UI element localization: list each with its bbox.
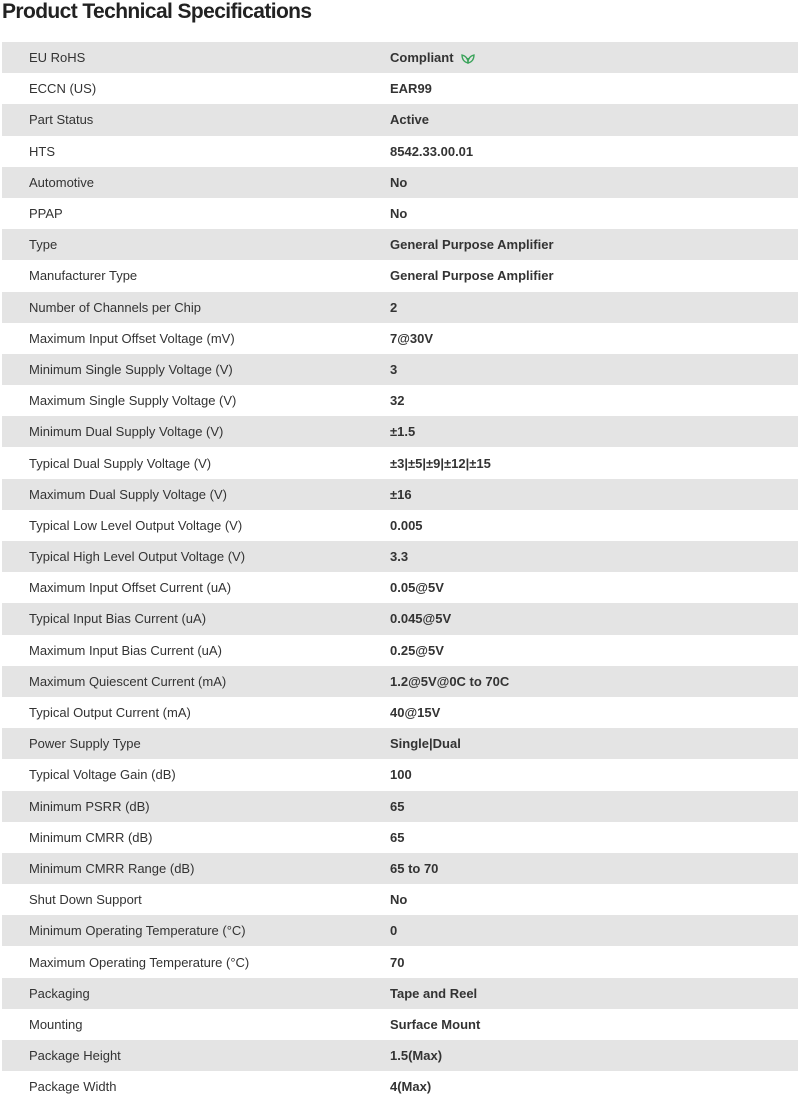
spec-row [2,385,798,416]
spec-value [390,175,798,190]
spec-value [390,705,798,720]
spec-value [390,799,798,814]
spec-label: Mounting [29,1016,83,1032]
spec-row [2,447,798,478]
spec-value [390,50,798,65]
spec-value [390,393,798,408]
leaf-icon [460,52,476,64]
spec-value-text: Tape and Reel [390,985,478,1001]
spec-value [390,144,798,159]
spec-row [2,822,798,853]
spec-row [2,292,798,323]
spec-value [390,986,798,1001]
spec-row [2,978,798,1009]
spec-value [390,674,798,689]
spec-row [2,1071,798,1102]
spec-value [390,549,798,564]
spec-row [2,759,798,790]
spec-row [2,666,798,697]
spec-label: Maximum Operating Temperature (°C) [29,954,250,970]
spec-row [2,697,798,728]
spec-value-text: 1.2@5V@0C to 70C [390,673,510,689]
spec-value-text: 32 [390,393,405,409]
spec-value [390,830,798,845]
spec-value-text: 3.3 [390,549,409,565]
spec-row [2,229,798,260]
spec-value-text: 70 [390,954,405,970]
spec-value [390,955,798,970]
spec-row [2,479,798,510]
spec-value [390,611,798,626]
spec-value-text: ±3|±5|±9|±12|±15 [390,455,491,471]
spec-label: Package Height [29,1048,121,1064]
spec-value [390,300,798,315]
spec-row [2,260,798,291]
spec-label: Type [29,237,58,253]
spec-row [2,884,798,915]
spec-value [390,736,798,751]
spec-value [390,861,798,876]
spec-value-text: Single|Dual [390,736,461,752]
spec-value-text: No [390,174,408,190]
spec-value-text: 0 [390,923,398,939]
spec-value-text: 0.05@5V [390,580,444,596]
spec-label: Manufacturer Type [29,268,138,284]
spec-row [2,853,798,884]
page-title: Product Technical Specifications [2,0,312,23]
spec-label: Minimum Single Supply Voltage (V) [29,361,233,377]
spec-value [390,767,798,782]
spec-value-text: 65 [390,798,405,814]
spec-label: PPAP [29,206,63,222]
spec-value-text: 100 [390,767,412,783]
spec-label: Typical Output Current (mA) [29,705,191,721]
spec-row [2,635,798,666]
spec-label: Typical Voltage Gain (dB) [29,767,176,783]
spec-row [2,541,798,572]
spec-value [390,237,798,252]
spec-label: Typical Low Level Output Voltage (V) [29,517,243,533]
spec-label: EU RoHS [29,50,86,66]
spec-value-text: 0.25@5V [390,642,444,658]
spec-label: Package Width [29,1079,117,1095]
spec-row [2,323,798,354]
spec-value-text: 65 [390,829,405,845]
spec-row [2,946,798,977]
spec-row [2,603,798,634]
spec-value-text: 65 to 70 [390,860,439,876]
spec-label: Packaging [29,985,90,1001]
spec-value [390,1017,798,1032]
spec-label: Minimum PSRR (dB) [29,798,150,814]
spec-label: Number of Channels per Chip [29,299,201,315]
spec-value [390,518,798,533]
spec-label: Typical High Level Output Voltage (V) [29,549,246,565]
spec-label: Minimum Operating Temperature (°C) [29,923,246,939]
spec-value-text: General Purpose Amplifier [390,268,554,284]
spec-row [2,1040,798,1071]
spec-value [390,206,798,221]
spec-label: Typical Dual Supply Voltage (V) [29,455,212,471]
spec-value [390,268,798,283]
spec-value [390,331,798,346]
spec-value-text: ±1.5 [390,424,416,440]
spec-label: HTS [29,143,55,159]
spec-label: Part Status [29,112,94,128]
spec-value-text: EAR99 [390,81,432,97]
spec-value [390,1048,798,1063]
spec-value-text: 2 [390,299,398,315]
spec-value-text: 0.045@5V [390,611,452,627]
spec-value [390,424,798,439]
spec-label: Typical Input Bias Current (uA) [29,611,207,627]
spec-row [2,1009,798,1040]
spec-label: Maximum Input Offset Current (uA) [29,580,232,596]
spec-value-text: Compliant [390,50,454,66]
spec-value-text: 8542.33.00.01 [390,143,474,159]
spec-value [390,892,798,907]
spec-label: Maximum Input Bias Current (uA) [29,642,222,658]
spec-label: Minimum Dual Supply Voltage (V) [29,424,224,440]
spec-value [390,487,798,502]
spec-value [390,456,798,471]
spec-row [2,42,798,73]
spec-row [2,791,798,822]
spec-value-text: Active [390,112,430,128]
spec-label: Maximum Dual Supply Voltage (V) [29,486,227,502]
spec-row [2,136,798,167]
spec-value-text: 4(Max) [390,1079,432,1095]
spec-value-text: General Purpose Amplifier [390,237,554,253]
spec-row [2,167,798,198]
spec-row [2,510,798,541]
spec-label: Minimum CMRR Range (dB) [29,860,195,876]
spec-value [390,81,798,96]
spec-value [390,923,798,938]
spec-value [390,580,798,595]
spec-value [390,1079,798,1094]
spec-value-text: ±16 [390,486,412,502]
spec-label: Maximum Input Offset Voltage (mV) [29,330,235,346]
spec-label: Power Supply Type [29,736,141,752]
spec-table [2,42,798,1102]
spec-value-text: 40@15V [390,705,441,721]
spec-label: ECCN (US) [29,81,97,97]
spec-label: Maximum Quiescent Current (mA) [29,673,227,689]
spec-value-text: Surface Mount [390,1016,481,1032]
spec-label: Shut Down Support [29,892,142,908]
spec-value-text: 7@30V [390,330,434,346]
spec-row [2,728,798,759]
spec-row [2,416,798,447]
spec-label: Automotive [29,174,95,190]
spec-row [2,572,798,603]
spec-value-text: 3 [390,361,398,377]
spec-label: Maximum Single Supply Voltage (V) [29,393,237,409]
spec-value-text: 1.5(Max) [390,1048,443,1064]
spec-value-text: 0.005 [390,517,423,533]
spec-row [2,198,798,229]
spec-value [390,112,798,127]
spec-row [2,354,798,385]
spec-value-text: No [390,892,408,908]
spec-value [390,643,798,658]
spec-row [2,104,798,135]
spec-row [2,73,798,104]
spec-value-text: No [390,206,408,222]
spec-value [390,362,798,377]
spec-label: Minimum CMRR (dB) [29,829,153,845]
spec-row [2,915,798,946]
